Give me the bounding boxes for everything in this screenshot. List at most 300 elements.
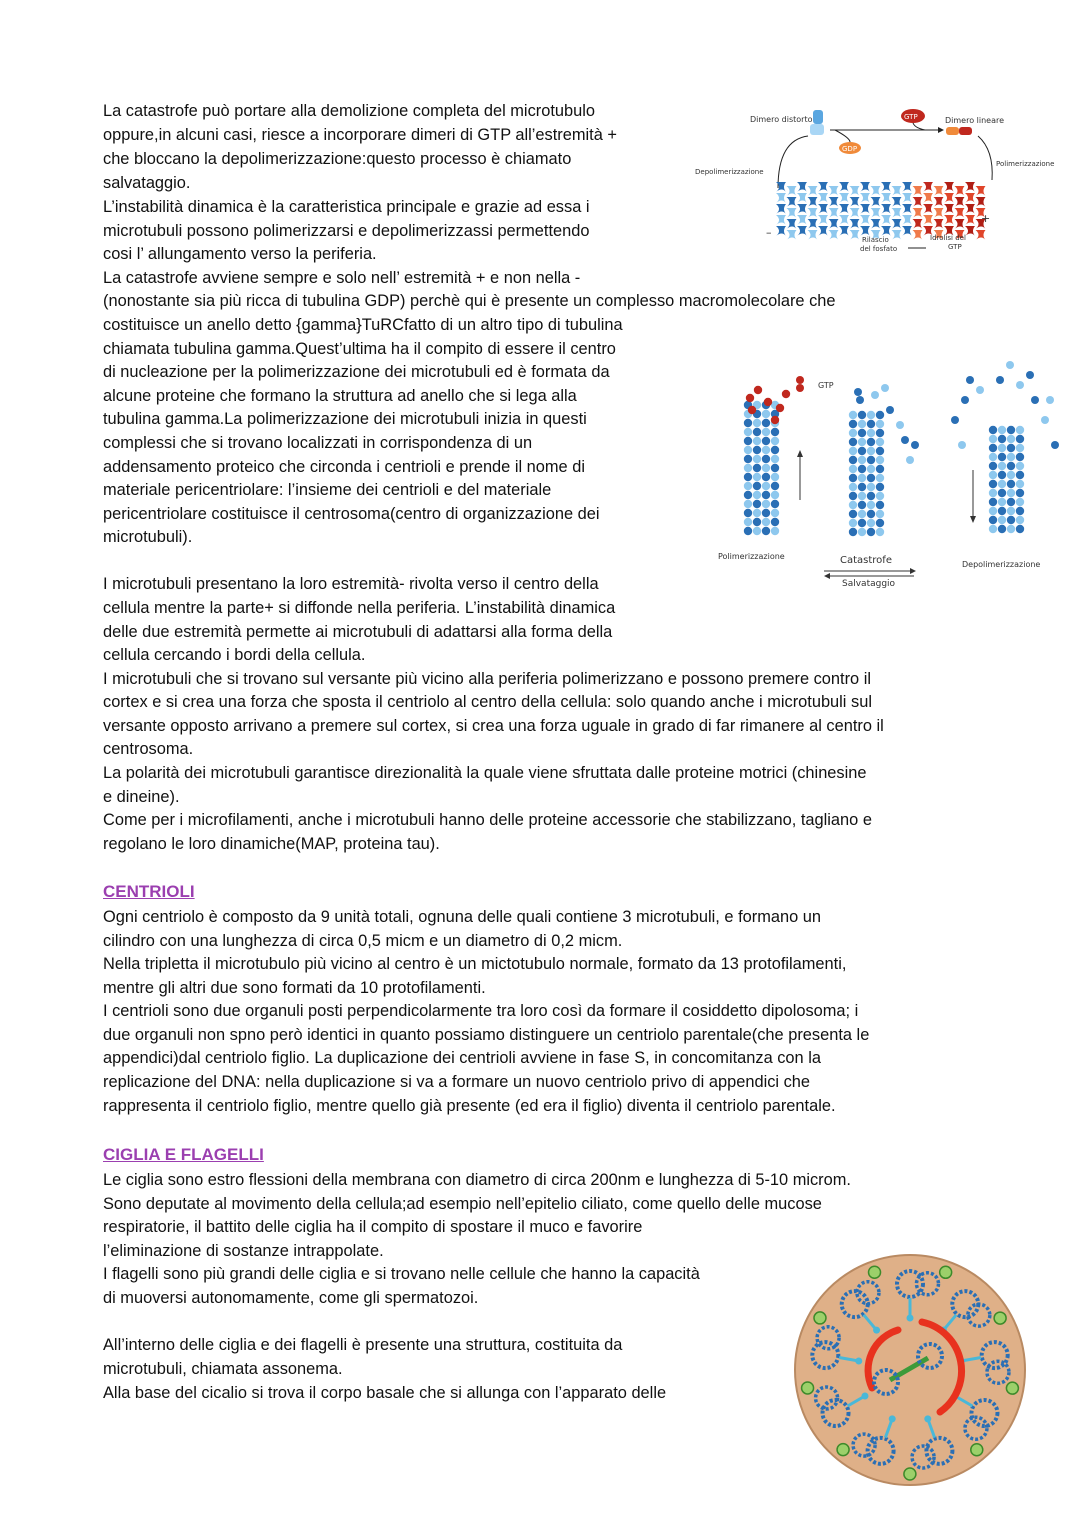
tubulin-subunit — [892, 208, 902, 218]
tubulin-subunit — [762, 437, 770, 445]
peeling-dimer — [1026, 371, 1034, 379]
tubulin-subunit — [808, 186, 818, 196]
tubulin-subunit — [1016, 498, 1024, 506]
text-line: cellula mentre la parte+ si diffonde nella periferia. L’instabilità dinamica — [103, 599, 616, 617]
tubulin-subunit — [818, 204, 828, 214]
text-line: La catastrofe avviene sempre e solo nell’ estremità + e non nella - — [103, 269, 581, 287]
gtp-dimer — [776, 404, 784, 412]
tubulin-subunit — [881, 193, 891, 203]
tubulin-subunit — [771, 455, 779, 463]
curved-dimer — [810, 124, 824, 135]
tubulin-subunit — [776, 204, 786, 214]
peeling-dimer — [901, 436, 909, 444]
text-line: pericentriolare costituisce il centrosoma(centro di organizzazione dei — [103, 505, 600, 523]
tubulin-subunit — [965, 204, 975, 214]
text-line: l’eliminazione di sostanze intrappolate. — [103, 1242, 384, 1260]
tubulin-subunit — [753, 437, 761, 445]
straight-dimer — [946, 127, 959, 135]
tubulin-subunit — [1016, 525, 1024, 533]
arrow-line — [913, 123, 925, 130]
tubulin-subunit — [858, 447, 866, 455]
tubulin-subunit — [849, 465, 857, 473]
tubulin-subunit — [858, 420, 866, 428]
tubulin-subunit — [797, 182, 807, 192]
gtp-dimer — [782, 390, 790, 398]
spoke-head — [907, 1315, 914, 1322]
tubulin-subunit — [934, 219, 944, 229]
tubulin-subunit — [876, 492, 884, 500]
tubulin-subunit — [867, 483, 875, 491]
tubulin-subunit — [860, 226, 870, 236]
tubulin-subunit — [955, 197, 965, 207]
tubulin-subunit — [753, 500, 761, 508]
tubulin-subunit — [881, 182, 891, 192]
tubulin-subunit — [753, 446, 761, 454]
tubulin-subunit — [876, 438, 884, 446]
tubulin-subunit — [744, 419, 752, 427]
tubulin-subunit — [839, 182, 849, 192]
tubulin-subunit — [744, 518, 752, 526]
text-line: di nucleazione per la polimerizzazione dei microtubuli ed è formata da — [103, 363, 610, 381]
tubulin-subunit — [753, 527, 761, 535]
dynein-arm — [994, 1312, 1006, 1324]
peeling-dimer — [854, 388, 862, 396]
tubulin-subunit — [998, 525, 1006, 533]
tubulin-subunit — [849, 492, 857, 500]
dynein-arm — [814, 1312, 826, 1324]
tubulin-subunit — [1016, 480, 1024, 488]
text-line: alcune proteine che formano la struttura ad anello che si lega alla — [103, 387, 577, 405]
peeling-dimer — [886, 406, 894, 414]
tubulin-subunit — [1016, 426, 1024, 434]
tubulin-subunit — [849, 438, 857, 446]
tubulin-subunit — [753, 473, 761, 481]
tubulin-subunit — [998, 489, 1006, 497]
tubulin-subunit — [902, 204, 912, 214]
tubulin-subunit — [876, 420, 884, 428]
label-polimerizzazione: Polimerizzazione — [996, 160, 1055, 168]
tubulin-subunit — [849, 447, 857, 455]
tubulin-subunit — [849, 456, 857, 464]
tubulin-subunit — [753, 419, 761, 427]
tubulin-subunit — [753, 491, 761, 499]
tubulin-subunit — [762, 410, 770, 418]
plus-end-label: + — [981, 212, 991, 225]
tubulin-subunit — [858, 465, 866, 473]
tubulin-subunit — [762, 446, 770, 454]
tubulin-subunit — [1016, 516, 1024, 524]
tubulin-subunit — [1016, 507, 1024, 515]
peeling-dimer — [896, 421, 904, 429]
text-line: cosi l’ allungamento verso la periferia. — [103, 245, 377, 263]
tubulin-subunit — [849, 501, 857, 509]
heading-centrioli: CENTRIOLI — [103, 882, 195, 901]
tubulin-subunit — [858, 438, 866, 446]
tubulin-subunit — [753, 509, 761, 517]
text-line: microtubuli). — [103, 528, 193, 546]
tubulin-subunit — [965, 226, 975, 236]
text-line: di muoversi autonomamente, come gli spermatozoi. — [103, 1289, 479, 1307]
tubulin-subunit — [989, 489, 997, 497]
gtp-dimer — [796, 384, 804, 392]
text-line: mentre gli altri due sono formati da 10 protofilamenti. — [103, 979, 486, 997]
tubulin-subunit — [818, 193, 828, 203]
tubulin-subunit — [923, 193, 933, 203]
tubulin-subunit — [923, 204, 933, 214]
text-line: delle due estremità permette ai microtubuli di adattarsi alla forma della — [103, 623, 613, 641]
tubulin-subunit — [876, 474, 884, 482]
tubulin-subunit — [867, 429, 875, 437]
tubulin-subunit — [867, 501, 875, 509]
tubulin-subunit — [762, 491, 770, 499]
text-line: All’interno delle ciglia e dei flagelli è presente una struttura, costituita da — [103, 1336, 623, 1354]
tubulin-subunit — [867, 510, 875, 518]
tubulin-subunit — [902, 182, 912, 192]
tubulin-subunit — [849, 420, 857, 428]
tubulin-subunit — [849, 510, 857, 518]
label-gtp: GTP — [904, 113, 918, 121]
tubulin-subunit — [849, 519, 857, 527]
text-line: versante opposto arrivano a premere sul cortex, si crea una forza uguale in grado di far rimanere al centro il — [103, 717, 884, 735]
arrowhead — [910, 568, 916, 574]
tubulin-subunit — [849, 483, 857, 491]
tubulin-subunit — [829, 230, 839, 240]
text-line: costituisce un anello detto {gamma}TuRCfatto di un altro tipo di tubulina — [103, 316, 623, 334]
dynein-arm — [940, 1266, 952, 1278]
tubulin-subunit — [808, 208, 818, 218]
label-gdp: GDP — [842, 145, 858, 153]
tubulin-subunit — [762, 500, 770, 508]
peeling-dimer — [951, 416, 959, 424]
label-polimerizzazione: Polimerizzazione — [718, 552, 785, 561]
tubulin-subunit — [871, 208, 881, 218]
tubulin-subunit — [1016, 453, 1024, 461]
label-depolimerizzazione: Depolimerizzazione — [962, 560, 1041, 569]
tubulin-subunit — [797, 193, 807, 203]
tubulin-subunit — [881, 226, 891, 236]
label-gtp: GTP — [818, 381, 834, 390]
peeling-dimer — [856, 396, 864, 404]
arrow-line — [835, 130, 850, 142]
tubulin-subunit — [998, 516, 1006, 524]
tubulin-subunit — [744, 527, 752, 535]
text-line: Alla base del cicalio si trova il corpo basale che si allunga con l’apparato delle — [103, 1384, 667, 1402]
tubulin-subunit — [771, 482, 779, 490]
tubulin-subunit — [876, 411, 884, 419]
curved-dimer — [813, 110, 823, 124]
tubulin-subunit — [860, 182, 870, 192]
tubulin-subunit — [867, 456, 875, 464]
peeling-dimer — [881, 384, 889, 392]
tubulin-subunit — [762, 464, 770, 472]
text-line: L’instabilità dinamica è la caratteristica principale e grazie ad essa i — [103, 198, 590, 216]
tubulin-subunit — [923, 215, 933, 225]
text-line: regolano le loro dinamiche(MAP, proteina tau). — [103, 835, 440, 853]
tubulin-subunit — [776, 193, 786, 203]
tubulin-subunit — [858, 528, 866, 536]
text-line: La polarità dei microtubuli garantisce direzionalità la quale viene sfruttata dalle proteine motrici (chinesine — [103, 764, 867, 782]
dynein-arm — [1006, 1382, 1018, 1394]
text-line: I centrioli sono due organuli posti perpendicolarmente tra loro così da formare il cosiddetto dipolosoma; i — [103, 1002, 859, 1020]
tubulin-subunit — [934, 197, 944, 207]
tubulin-subunit — [913, 197, 923, 207]
tubulin-subunit — [797, 215, 807, 225]
arrowhead — [938, 127, 944, 133]
tubulin-subunit — [998, 453, 1006, 461]
text-line: cortex e si crea una forza che sposta il centriolo al centro della cellula: solo quando anche i microtubuli sul — [103, 693, 872, 711]
tubulin-subunit — [1007, 480, 1015, 488]
tubulin-subunit — [955, 186, 965, 196]
tubulin-subunit — [762, 518, 770, 526]
tubulin-subunit — [892, 230, 902, 240]
peeling-dimer — [976, 386, 984, 394]
tubulin-subunit — [867, 420, 875, 428]
tubulin-subunit — [867, 465, 875, 473]
tubulin-subunit — [871, 197, 881, 207]
tubulin-subunit — [762, 419, 770, 427]
tubulin-subunit — [744, 428, 752, 436]
tubulin-subunit — [762, 527, 770, 535]
tubulin-subunit — [989, 426, 997, 434]
tubulin-subunit — [744, 473, 752, 481]
tubulin-subunit — [976, 186, 986, 196]
text-line: materiale pericentriolare: l’insieme dei centrioli e del materiale — [103, 481, 552, 499]
tubulin-subunit — [762, 455, 770, 463]
gtp-dimer — [746, 394, 754, 402]
tubulin-subunit — [867, 528, 875, 536]
tubulin-subunit — [867, 492, 875, 500]
text-line: Ogni centriolo è composto da 9 unità totali, ognuna delle quali contiene 3 microtubuli, e formano un — [103, 908, 821, 926]
tubulin-subunit — [771, 464, 779, 472]
tubulin-subunit — [892, 197, 902, 207]
tubulin-subunit — [753, 518, 761, 526]
tubulin-subunit — [744, 437, 752, 445]
tubulin-subunit — [829, 186, 839, 196]
arrowhead — [824, 573, 830, 579]
tubulin-subunit — [1007, 426, 1015, 434]
tubulin-subunit — [913, 208, 923, 218]
tubulin-subunit — [1016, 471, 1024, 479]
dynein-arm — [837, 1444, 849, 1456]
tubulin-subunit — [1016, 489, 1024, 497]
text-line: due organuli non spno però identici in quanto possiamo distinguere un centriolo parentale(che presenta le — [103, 1026, 870, 1044]
tubulin-subunit — [1007, 507, 1015, 515]
tubulin-subunit — [860, 204, 870, 214]
text-line: tubulina gamma.La polimerizzazione dei microtubuli inizia in questi — [103, 410, 587, 428]
tubulin-subunit — [776, 226, 786, 236]
tubulin-subunit — [876, 519, 884, 527]
tubulin-subunit — [829, 208, 839, 218]
tubulin-subunit — [867, 474, 875, 482]
tubulin-subunit — [867, 519, 875, 527]
tubulin-subunit — [858, 411, 866, 419]
tubulin-subunit — [808, 197, 818, 207]
tubulin-subunit — [753, 482, 761, 490]
text-line: I flagelli sono più grandi delle ciglia e si trovano nelle cellule che hanno la capacità — [103, 1265, 700, 1283]
tubulin-subunit — [744, 446, 752, 454]
tubulin-subunit — [858, 474, 866, 482]
gtp-dimer — [748, 406, 756, 414]
tubulin-subunit — [858, 501, 866, 509]
text-line: complessi che si trovano localizzati in corrispondenza di un — [103, 434, 533, 452]
tubulin-subunit — [871, 219, 881, 229]
tubulin-subunit — [965, 182, 975, 192]
tubulin-subunit — [989, 480, 997, 488]
dynein-arm — [971, 1444, 983, 1456]
tubulin-subunit — [771, 527, 779, 535]
tubulin-subunit — [998, 435, 1006, 443]
tubulin-subunit — [989, 507, 997, 515]
tubulin-subunit — [797, 226, 807, 236]
tubulin-subunit — [744, 455, 752, 463]
tubulin-subunit — [876, 447, 884, 455]
gtp-dimer — [754, 386, 762, 394]
tubulin-subunit — [839, 226, 849, 236]
tubulin-subunit — [787, 219, 797, 229]
straight-dimer — [959, 127, 972, 135]
dynein-arm — [802, 1382, 814, 1394]
peeling-dimer — [958, 441, 966, 449]
tubulin-subunit — [818, 182, 828, 192]
tubulin-subunit — [876, 456, 884, 464]
tubulin-subunit — [944, 182, 954, 192]
tubulin-subunit — [771, 509, 779, 517]
label-idrolisi-gtp: GTP — [948, 243, 962, 251]
peeling-dimer — [911, 441, 919, 449]
tubulin-subunit — [989, 516, 997, 524]
label-rilascio-fosfato: del fosfato — [860, 245, 898, 253]
tubulin-subunit — [849, 528, 857, 536]
text-line: centrosoma. — [103, 740, 194, 758]
tubulin-subunit — [839, 193, 849, 203]
tubulin-subunit — [867, 447, 875, 455]
tubulin-subunit — [849, 411, 857, 419]
text-line: e dineine). — [103, 788, 180, 806]
tubulin-subunit — [913, 219, 923, 229]
tubulin-subunit — [1016, 444, 1024, 452]
spoke-head — [924, 1415, 931, 1422]
tubulin-subunit — [876, 429, 884, 437]
text-line: addensamento proteico che circonda i centrioli e prende il nome di — [103, 458, 585, 476]
spoke-head — [873, 1327, 880, 1334]
tubulin-subunit — [881, 204, 891, 214]
text-line: (nonostante sia più ricca di tubulina GDP) perchè qui è presente un complesso macromolecolare che — [103, 292, 836, 310]
text-line: I microtubuli presentano la loro estremità- rivolta verso il centro della — [103, 575, 599, 593]
peeling-dimer — [1031, 396, 1039, 404]
tubulin-subunit — [955, 219, 965, 229]
tubulin-subunit — [744, 464, 752, 472]
tubulin-subunit — [787, 208, 797, 218]
tubulin-subunit — [787, 230, 797, 240]
tubulin-subunit — [858, 429, 866, 437]
peeling-dimer — [1041, 416, 1049, 424]
tubulin-subunit — [892, 186, 902, 196]
spoke-head — [861, 1393, 868, 1400]
text-line: salvataggio. — [103, 174, 191, 192]
tubulin-subunit — [934, 208, 944, 218]
tubulin-subunit — [876, 510, 884, 518]
dynamic-instability-diagram — [690, 100, 1070, 260]
tubulin-subunit — [849, 474, 857, 482]
tubulin-subunit — [944, 215, 954, 225]
tubulin-subunit — [753, 464, 761, 472]
text-line: La catastrofe può portare alla demolizione completa del microtubulo — [103, 102, 595, 120]
tubulin-subunit — [744, 491, 752, 499]
tubulin-subunit — [867, 438, 875, 446]
label-depolimerizzazione: Depolimerizzazione — [695, 168, 764, 176]
text-line: Le ciglia sono estro flessioni della membrana con diametro di circa 200nm e lunghezza di 5-10 microm. — [103, 1171, 851, 1189]
tubulin-subunit — [876, 465, 884, 473]
tubulin-subunit — [955, 208, 965, 218]
tubulin-subunit — [913, 186, 923, 196]
text-line: microtubuli, chiamata assonema. — [103, 1360, 343, 1378]
microtubule-columns — [744, 361, 1059, 536]
tubulin-subunit — [876, 528, 884, 536]
tubulin-subunit — [989, 444, 997, 452]
tubulin-subunit — [902, 193, 912, 203]
tubulin-subunit — [1016, 435, 1024, 443]
tubulin-subunit — [1007, 435, 1015, 443]
tubulin-subunit — [839, 204, 849, 214]
tubulin-subunit — [797, 204, 807, 214]
tubulin-subunit — [998, 471, 1006, 479]
tubulin-subunit — [998, 498, 1006, 506]
text-line: Sono deputate al movimento della cellula;ad esempio nell’epitelio ciliato, come quello delle mucose — [103, 1195, 822, 1213]
tubulin-subunit — [839, 215, 849, 225]
tubulin-subunit — [876, 501, 884, 509]
tubulin-subunit — [944, 193, 954, 203]
tubulin-subunit — [850, 208, 860, 218]
tubulin-subunit — [902, 226, 912, 236]
tubulin-subunit — [989, 498, 997, 506]
tubulin-subunit — [1007, 489, 1015, 497]
tubulin-subunit — [850, 230, 860, 240]
tubulin-subunit — [771, 428, 779, 436]
tubulin-subunit — [998, 444, 1006, 452]
label-rilascio: Rilascio — [862, 236, 889, 244]
tubulin-subunit — [771, 518, 779, 526]
tubulin-subunit — [902, 215, 912, 225]
tubulin-subunit — [860, 215, 870, 225]
tubulin-subunit — [892, 219, 902, 229]
text-line: Nella tripletta il microtubulo più vicino al centro è un mictotubulo normale, formato da 13 protofilamenti, — [103, 955, 847, 973]
tubulin-subunit — [871, 186, 881, 196]
catastrophe-rescue-diagram — [700, 350, 1075, 590]
tubulin-subunit — [829, 219, 839, 229]
peeling-dimer — [966, 376, 974, 384]
spoke-head — [889, 1415, 896, 1422]
peeling-dimer — [871, 391, 879, 399]
tubulin-subunit — [787, 197, 797, 207]
tubulin-subunit — [858, 492, 866, 500]
tubulin-subunit — [762, 509, 770, 517]
tubulin-subunit — [989, 471, 997, 479]
dynein-arm — [904, 1468, 916, 1480]
tubulin-subunit — [998, 507, 1006, 515]
tubulin-subunit — [976, 230, 986, 240]
arrowhead — [797, 450, 803, 457]
text-line: appendici)dal centriolo figlio. La duplicazione dei centrioli avviene in fase S, in concomitanza con la — [103, 1049, 821, 1067]
heading-ciglia-flagelli: CIGLIA E FLAGELLI — [103, 1145, 264, 1164]
gtp-dimer — [796, 376, 804, 384]
tubulin-subunit — [965, 193, 975, 203]
tubulin-subunit — [858, 483, 866, 491]
tubulin-subunit — [858, 510, 866, 518]
tubulin-subunit — [771, 473, 779, 481]
peeling-dimer — [1046, 396, 1054, 404]
tubulin-subunit — [858, 519, 866, 527]
text-line: cellula cercando i bordi della cellula. — [103, 646, 366, 664]
